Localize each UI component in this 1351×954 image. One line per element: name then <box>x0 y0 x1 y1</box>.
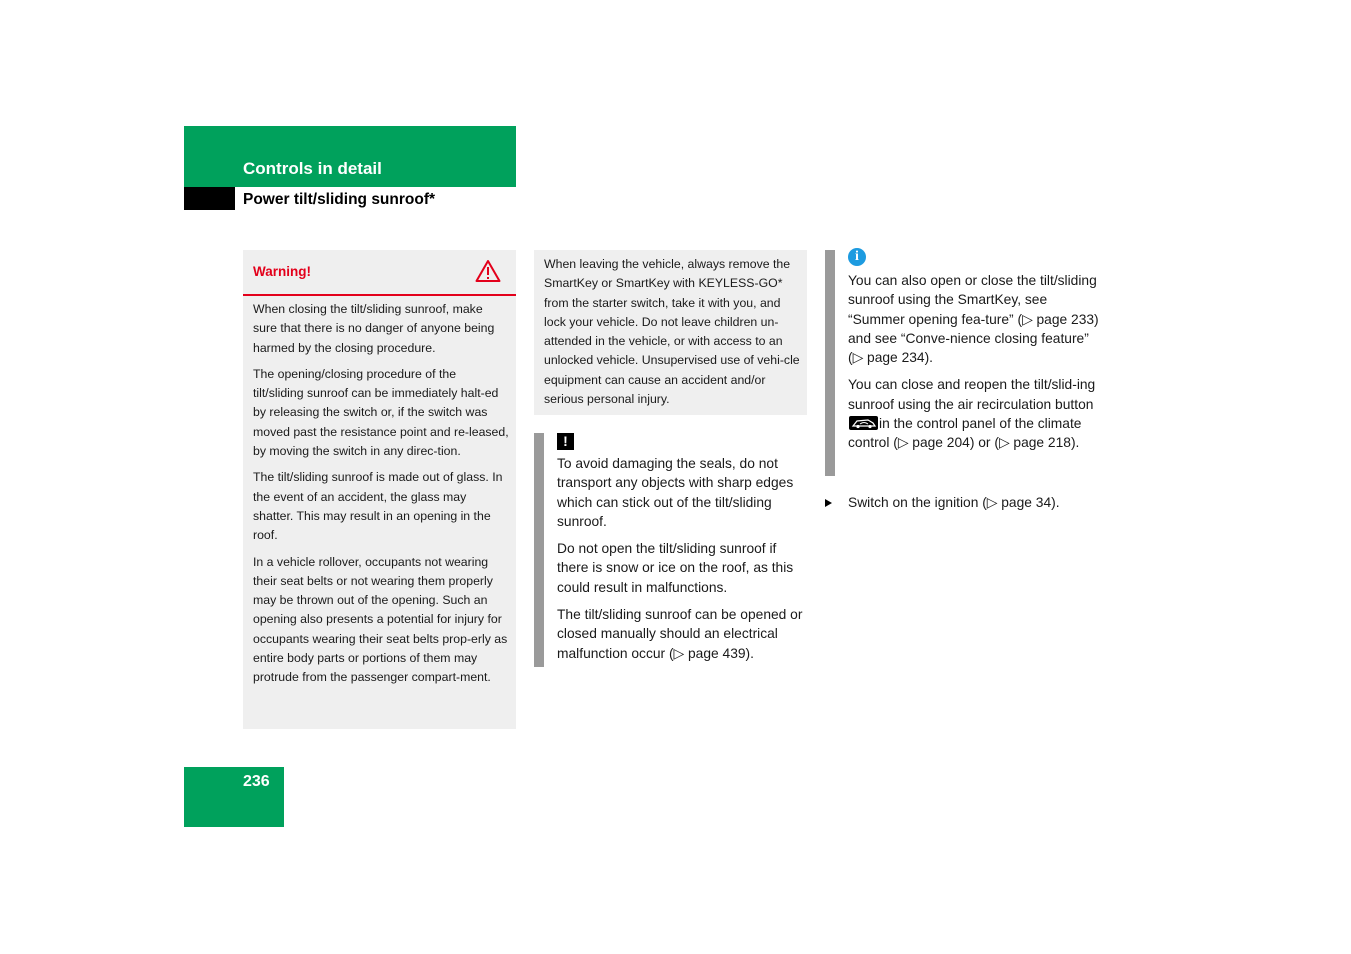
info-paragraph: You can also open or close the tilt/sliding sunroof using the SmartKey, see “Summer opening fea-ture” (▷ page 233) and see “Conve-nience closing feature” (▷ page 234). <box>848 273 1099 366</box>
warning-paragraph: In a vehicle rollover, occupants not wearing their seat belts or not wearing them properly may be thrown out of the opening. Such an opening also presents a potential for injury for occupants wearing their seat belts prop-erly as entire body parts or portions of them may protrude from the passenger compart-ment. <box>253 554 508 685</box>
warning-paragraph: The opening/closing procedure of the tilt/sliding sunroof can be immediately halt-ed by releasing the switch or, if the switch was moved past the resistance point and re-leased, by moving the switch in any direc-tion. <box>253 366 509 459</box>
warning-header <box>243 250 516 296</box>
page-title: Power tilt/sliding sunroof* <box>243 191 436 208</box>
step-instruction: Switch on the ignition (▷ page 34). <box>848 495 1060 510</box>
safety-note-box <box>534 250 807 415</box>
info-sidebar <box>825 250 835 476</box>
air-recirculation-icon <box>849 416 878 430</box>
exclamation-icon: ! <box>557 433 574 450</box>
info-paragraph <box>848 375 1100 452</box>
step-bullet-icon <box>825 499 832 507</box>
info-body <box>848 271 1100 461</box>
note-sidebar <box>534 433 544 667</box>
subtitle-marker <box>184 187 235 210</box>
note-body <box>557 454 807 671</box>
warning-title: Warning! <box>253 264 311 279</box>
info-icon: i <box>848 248 866 266</box>
page-number-box <box>184 767 284 827</box>
warning-triangle-icon <box>475 259 501 283</box>
info-text: You can close and reopen the tilt/slid-ing sunroof using the air recirculation button <box>848 377 1096 412</box>
note-paragraph: Do not open the tilt/sliding sunroof if there is snow or ice on the roof, as this could result in malfunctions. <box>557 541 794 595</box>
warning-paragraph: When closing the tilt/sliding sunroof, make sure that there is no danger of anyone being harmed by the closing procedure. <box>253 302 495 355</box>
note-paragraph: To avoid damaging the seals, do not transport any objects with sharp edges which can stick out of the tilt/sliding sunroof. <box>557 456 794 529</box>
info-text: in the control panel of the climate control (▷ page 204) or (▷ page 218). <box>848 416 1082 451</box>
page-number: 236 <box>243 773 270 790</box>
section-title: Controls in detail <box>243 159 382 178</box>
warning-paragraph: The tilt/sliding sunroof is made out of glass. In the event of an accident, the glass may shatter. This may result in an opening in the roof. <box>253 470 503 543</box>
warning-box <box>243 250 516 729</box>
warning-body <box>253 300 509 695</box>
note-paragraph: The tilt/sliding sunroof can be opened or closed manually should an electrical malfunction occur (▷ page 439). <box>557 607 803 661</box>
safety-note-text: When leaving the vehicle, always remove the SmartKey or SmartKey with KEYLESS-GO* from the starter switch, take it with you, and lock your vehicle. Do not leave children un-attended in the vehicle, or with access to an unlocked vehicle. Unsupervised use of vehi-cle equipment can cause an accident and/or serious personal injury. <box>544 257 800 407</box>
